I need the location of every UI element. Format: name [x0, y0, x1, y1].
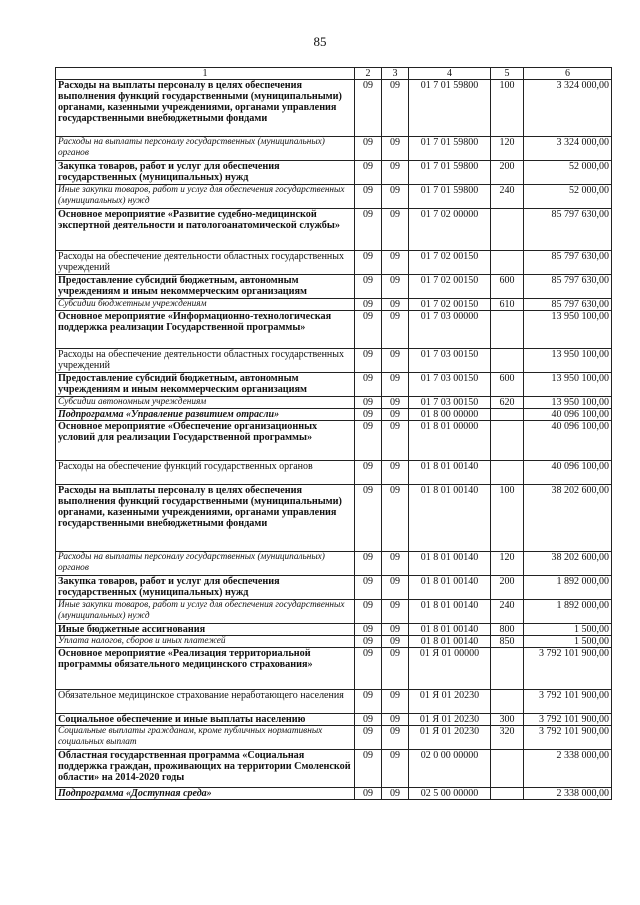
- subsection-code-cell: 09: [382, 648, 409, 690]
- row-name-cell: Закупка товаров, работ и услуг для обеспечения государственных (муниципальных) нужд: [56, 161, 355, 185]
- table-row: [56, 137, 612, 161]
- column-header: 4: [409, 68, 491, 80]
- subsection-code-cell: 09: [382, 461, 409, 485]
- section-code-cell: 09: [355, 349, 382, 373]
- target-article-cell: 01 7 01 59800: [409, 80, 491, 137]
- subsection-code-cell: 09: [382, 251, 409, 275]
- subsection-code-cell: 09: [382, 552, 409, 576]
- budget-table-body: [56, 80, 612, 800]
- amount-cell: 40 096 100,00: [524, 461, 612, 485]
- table-row: [56, 648, 612, 690]
- section-code-cell: 09: [355, 750, 382, 788]
- table-row: [56, 251, 612, 275]
- section-code-cell: 09: [355, 690, 382, 714]
- section-code-cell: 09: [355, 726, 382, 750]
- table-row: [56, 80, 612, 137]
- target-article-cell: 01 7 03 00000: [409, 311, 491, 349]
- expense-type-cell: [491, 251, 524, 275]
- section-code-cell: 09: [355, 648, 382, 690]
- expense-type-cell: [491, 461, 524, 485]
- table-row: [56, 714, 612, 726]
- target-article-cell: 01 8 01 00140: [409, 636, 491, 648]
- row-name-cell: Иные бюджетные ассигнования: [56, 624, 355, 636]
- expense-type-cell: 800: [491, 624, 524, 636]
- amount-cell: 85 797 630,00: [524, 275, 612, 299]
- row-name-cell: Основное мероприятие «Развитие судебно-медицинской экспертной деятельности и патологоанатомической службы»: [56, 209, 355, 251]
- target-article-cell: 01 8 01 00140: [409, 485, 491, 552]
- amount-cell: 13 950 100,00: [524, 311, 612, 349]
- expense-type-cell: [491, 209, 524, 251]
- section-code-cell: 09: [355, 409, 382, 421]
- section-code-cell: 09: [355, 397, 382, 409]
- column-header: 1: [56, 68, 355, 80]
- expense-type-cell: 320: [491, 726, 524, 750]
- amount-cell: 38 202 600,00: [524, 485, 612, 552]
- target-article-cell: 01 Я 01 20230: [409, 726, 491, 750]
- target-article-cell: 01 7 03 00150: [409, 349, 491, 373]
- expense-type-cell: 200: [491, 576, 524, 600]
- section-code-cell: 09: [355, 299, 382, 311]
- target-article-cell: 01 8 01 00140: [409, 624, 491, 636]
- table-row: [56, 485, 612, 552]
- target-article-cell: 01 7 02 00150: [409, 275, 491, 299]
- subsection-code-cell: 09: [382, 409, 409, 421]
- table-row: [56, 576, 612, 600]
- expense-type-cell: [491, 690, 524, 714]
- row-name-cell: Расходы на обеспечение деятельности областных государственных учреждений: [56, 349, 355, 373]
- expense-type-cell: 100: [491, 485, 524, 552]
- section-code-cell: 09: [355, 185, 382, 209]
- expense-type-cell: 850: [491, 636, 524, 648]
- section-code-cell: 09: [355, 80, 382, 137]
- target-article-cell: 01 8 01 00140: [409, 576, 491, 600]
- amount-cell: 2 338 000,00: [524, 788, 612, 800]
- amount-cell: 85 797 630,00: [524, 299, 612, 311]
- row-name-cell: Предоставление субсидий бюджетным, автономным учреждениям и иным некоммерческим организациям: [56, 373, 355, 397]
- amount-cell: 40 096 100,00: [524, 421, 612, 461]
- table-row: [56, 552, 612, 576]
- subsection-code-cell: 09: [382, 726, 409, 750]
- subsection-code-cell: 09: [382, 209, 409, 251]
- subsection-code-cell: 09: [382, 690, 409, 714]
- row-name-cell: Субсидии бюджетным учреждениям: [56, 299, 355, 311]
- expense-type-cell: 240: [491, 600, 524, 624]
- section-code-cell: 09: [355, 251, 382, 275]
- expense-type-cell: 620: [491, 397, 524, 409]
- table-row: [56, 636, 612, 648]
- row-name-cell: Подпрограмма «Управление развитием отрасли»: [56, 409, 355, 421]
- amount-cell: 52 000,00: [524, 161, 612, 185]
- amount-cell: 13 950 100,00: [524, 349, 612, 373]
- table-row: [56, 311, 612, 349]
- amount-cell: 1 500,00: [524, 624, 612, 636]
- section-code-cell: 09: [355, 485, 382, 552]
- subsection-code-cell: 09: [382, 185, 409, 209]
- table-row: [56, 421, 612, 461]
- target-article-cell: 01 8 01 00000: [409, 421, 491, 461]
- row-name-cell: Уплата налогов, сборов и иных платежей: [56, 636, 355, 648]
- column-header: 5: [491, 68, 524, 80]
- row-name-cell: Основное мероприятие «Реализация территориальной программы обязательного медицинского страхования»: [56, 648, 355, 690]
- row-name-cell: Социальные выплаты гражданам, кроме публичных нормативных социальных выплат: [56, 726, 355, 750]
- expense-type-cell: 300: [491, 714, 524, 726]
- subsection-code-cell: 09: [382, 714, 409, 726]
- section-code-cell: 09: [355, 576, 382, 600]
- section-code-cell: 09: [355, 461, 382, 485]
- section-code-cell: 09: [355, 636, 382, 648]
- subsection-code-cell: 09: [382, 750, 409, 788]
- section-code-cell: 09: [355, 209, 382, 251]
- subsection-code-cell: 09: [382, 636, 409, 648]
- row-name-cell: Иные закупки товаров, работ и услуг для обеспечения государственных (муниципальных) нужд: [56, 600, 355, 624]
- subsection-code-cell: 09: [382, 299, 409, 311]
- row-name-cell: Иные закупки товаров, работ и услуг для обеспечения государственных (муниципальных) нужд: [56, 185, 355, 209]
- subsection-code-cell: 09: [382, 624, 409, 636]
- subsection-code-cell: 09: [382, 397, 409, 409]
- table-row: [56, 690, 612, 714]
- section-code-cell: 09: [355, 552, 382, 576]
- amount-cell: 13 950 100,00: [524, 397, 612, 409]
- amount-cell: 3 792 101 900,00: [524, 714, 612, 726]
- amount-cell: 3 792 101 900,00: [524, 726, 612, 750]
- table-row: [56, 397, 612, 409]
- row-name-cell: Областная государственная программа «Социальная поддержка граждан, проживающих на территории Смоленской области» на 2014-2020 годы: [56, 750, 355, 788]
- subsection-code-cell: 09: [382, 788, 409, 800]
- target-article-cell: 01 8 01 00140: [409, 552, 491, 576]
- target-article-cell: 01 Я 01 20230: [409, 714, 491, 726]
- expense-type-cell: 120: [491, 137, 524, 161]
- row-name-cell: Расходы на выплаты персоналу в целях обеспечения выполнения функций государственными (муниципальными) органами, казенными учреждениями, органами управления государственными внебюджетными фондами: [56, 485, 355, 552]
- page-number: 85: [313, 34, 327, 49]
- amount-cell: 1 892 000,00: [524, 576, 612, 600]
- table-row: [56, 209, 612, 251]
- expense-type-cell: 240: [491, 185, 524, 209]
- expense-type-cell: 610: [491, 299, 524, 311]
- target-article-cell: 01 8 01 00140: [409, 600, 491, 624]
- subsection-code-cell: 09: [382, 373, 409, 397]
- section-code-cell: 09: [355, 373, 382, 397]
- row-name-cell: Расходы на обеспечение деятельности областных государственных учреждений: [56, 251, 355, 275]
- expense-type-cell: [491, 311, 524, 349]
- section-code-cell: 09: [355, 421, 382, 461]
- table-row: [56, 600, 612, 624]
- target-article-cell: 01 7 01 59800: [409, 185, 491, 209]
- expense-type-cell: [491, 421, 524, 461]
- target-article-cell: 01 7 02 00150: [409, 299, 491, 311]
- section-code-cell: 09: [355, 161, 382, 185]
- row-name-cell: Социальное обеспечение и иные выплаты населению: [56, 714, 355, 726]
- amount-cell: 3 324 000,00: [524, 80, 612, 137]
- table-row: [56, 624, 612, 636]
- amount-cell: 1 500,00: [524, 636, 612, 648]
- amount-cell: 85 797 630,00: [524, 209, 612, 251]
- row-name-cell: Расходы на выплаты персоналу государственных (муниципальных) органов: [56, 552, 355, 576]
- table-row: [56, 726, 612, 750]
- table-row: [56, 461, 612, 485]
- target-article-cell: 02 0 00 00000: [409, 750, 491, 788]
- column-header: 2: [355, 68, 382, 80]
- target-article-cell: 01 8 00 00000: [409, 409, 491, 421]
- amount-cell: 3 792 101 900,00: [524, 648, 612, 690]
- section-code-cell: 09: [355, 137, 382, 161]
- table-row: [56, 409, 612, 421]
- table-row: [56, 349, 612, 373]
- budget-table: [55, 67, 612, 800]
- section-code-cell: 09: [355, 624, 382, 636]
- table-row: [56, 373, 612, 397]
- amount-cell: 40 096 100,00: [524, 409, 612, 421]
- table-row: [56, 788, 612, 800]
- table-row: [56, 185, 612, 209]
- row-name-cell: Обязательное медицинское страхование неработающего населения: [56, 690, 355, 714]
- target-article-cell: 02 5 00 00000: [409, 788, 491, 800]
- amount-cell: 3 324 000,00: [524, 137, 612, 161]
- table-header-row: [56, 68, 612, 80]
- expense-type-cell: [491, 788, 524, 800]
- target-article-cell: 01 7 02 00150: [409, 251, 491, 275]
- column-header: 6: [524, 68, 612, 80]
- subsection-code-cell: 09: [382, 576, 409, 600]
- expense-type-cell: [491, 750, 524, 788]
- column-header: 3: [382, 68, 409, 80]
- amount-cell: 52 000,00: [524, 185, 612, 209]
- subsection-code-cell: 09: [382, 485, 409, 552]
- target-article-cell: 01 7 01 59800: [409, 161, 491, 185]
- expense-type-cell: [491, 409, 524, 421]
- row-name-cell: Предоставление субсидий бюджетным, автономным учреждениям и иным некоммерческим организациям: [56, 275, 355, 299]
- amount-cell: 85 797 630,00: [524, 251, 612, 275]
- subsection-code-cell: 09: [382, 349, 409, 373]
- expense-type-cell: 600: [491, 275, 524, 299]
- section-code-cell: 09: [355, 714, 382, 726]
- table-row: [56, 299, 612, 311]
- row-name-cell: Расходы на выплаты персоналу в целях обеспечения выполнения функций государственными (муниципальными) органами, казенными учреждениями, органами управления государственными внебюджетными фондами: [56, 80, 355, 137]
- target-article-cell: 01 7 03 00150: [409, 373, 491, 397]
- subsection-code-cell: 09: [382, 80, 409, 137]
- subsection-code-cell: 09: [382, 600, 409, 624]
- subsection-code-cell: 09: [382, 161, 409, 185]
- subsection-code-cell: 09: [382, 275, 409, 299]
- amount-cell: 38 202 600,00: [524, 552, 612, 576]
- row-name-cell: Подпрограмма «Доступная среда»: [56, 788, 355, 800]
- row-name-cell: Основное мероприятие «Информационно-технологическая поддержка реализации Государственной программы»: [56, 311, 355, 349]
- subsection-code-cell: 09: [382, 421, 409, 461]
- expense-type-cell: 100: [491, 80, 524, 137]
- amount-cell: 3 792 101 900,00: [524, 690, 612, 714]
- row-name-cell: Субсидии автономным учреждениям: [56, 397, 355, 409]
- table-row: [56, 750, 612, 788]
- row-name-cell: Закупка товаров, работ и услуг для обеспечения государственных (муниципальных) нужд: [56, 576, 355, 600]
- expense-type-cell: [491, 648, 524, 690]
- expense-type-cell: [491, 349, 524, 373]
- row-name-cell: Расходы на выплаты персоналу государственных (муниципальных) органов: [56, 137, 355, 161]
- row-name-cell: Основное мероприятие «Обеспечение организационных условий для реализации Государственной программы»: [56, 421, 355, 461]
- expense-type-cell: 120: [491, 552, 524, 576]
- section-code-cell: 09: [355, 275, 382, 299]
- target-article-cell: 01 Я 01 20230: [409, 690, 491, 714]
- table-row: [56, 161, 612, 185]
- row-name-cell: Расходы на обеспечение функций государственных органов: [56, 461, 355, 485]
- target-article-cell: 01 7 01 59800: [409, 137, 491, 161]
- section-code-cell: 09: [355, 600, 382, 624]
- expense-type-cell: 600: [491, 373, 524, 397]
- target-article-cell: 01 7 03 00150: [409, 397, 491, 409]
- amount-cell: 1 892 000,00: [524, 600, 612, 624]
- table-row: [56, 275, 612, 299]
- expense-type-cell: 200: [491, 161, 524, 185]
- target-article-cell: 01 8 01 00140: [409, 461, 491, 485]
- target-article-cell: 01 Я 01 00000: [409, 648, 491, 690]
- subsection-code-cell: 09: [382, 137, 409, 161]
- section-code-cell: 09: [355, 311, 382, 349]
- amount-cell: 2 338 000,00: [524, 750, 612, 788]
- section-code-cell: 09: [355, 788, 382, 800]
- subsection-code-cell: 09: [382, 311, 409, 349]
- amount-cell: 13 950 100,00: [524, 373, 612, 397]
- target-article-cell: 01 7 02 00000: [409, 209, 491, 251]
